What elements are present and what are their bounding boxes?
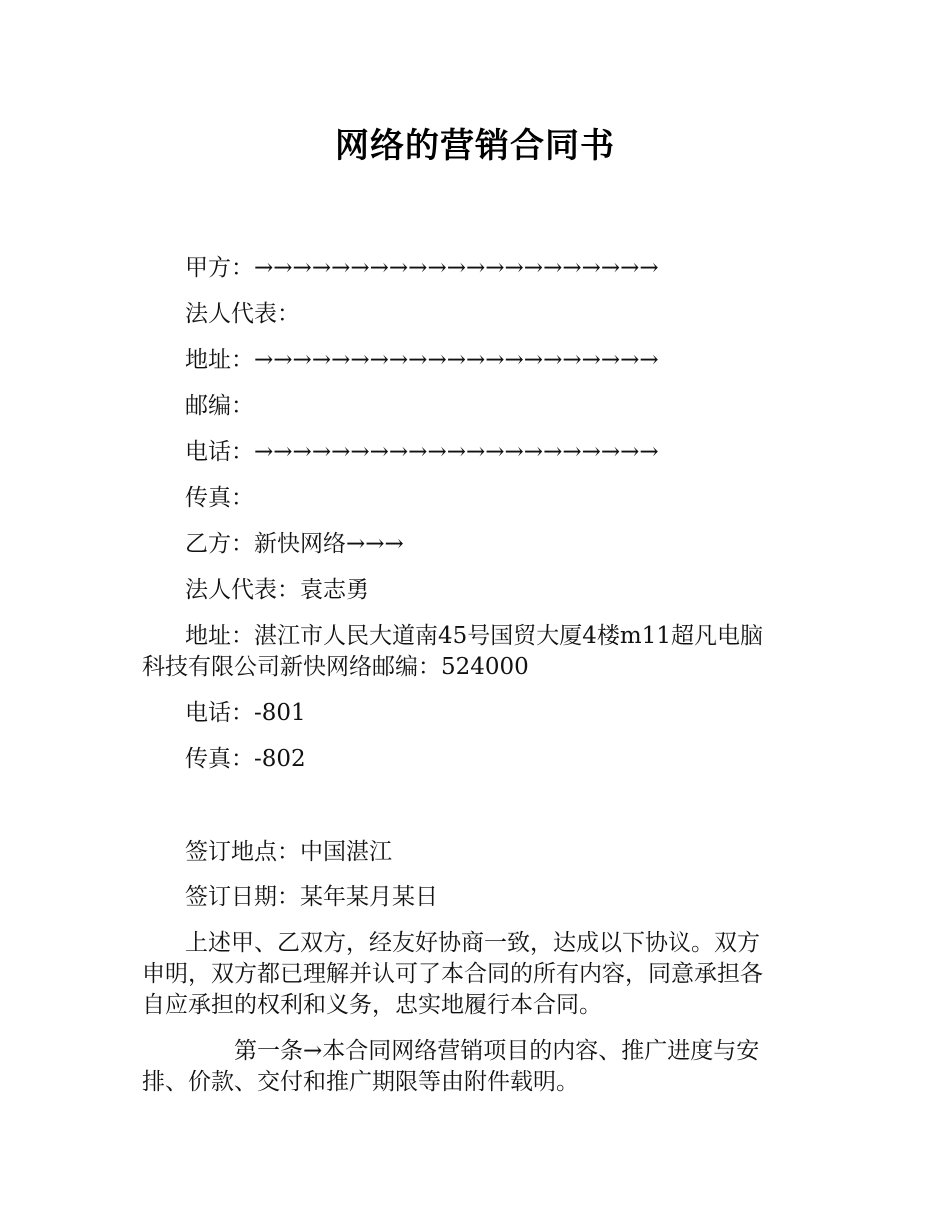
party-a-fax: 传真： bbox=[185, 485, 254, 511]
article-1-paragraph bbox=[142, 1036, 814, 1098]
party-a-postcode: 邮编： bbox=[185, 393, 254, 419]
party-b-fax: 传真：-802 bbox=[185, 746, 306, 772]
party-b-address bbox=[142, 621, 814, 683]
agreement-line2: 申明，双方都已理解并认可了本合同的所有内容，同意承担各 bbox=[142, 961, 763, 987]
party-b-address-line2: 科技有限公司新快网络邮编：524000 bbox=[142, 654, 529, 680]
page-title: 网络的营销合同书 bbox=[335, 126, 615, 166]
article-1-line1: 第一条→本合同网络营销项目的内容、推广进度与安 bbox=[234, 1038, 760, 1064]
article-1-line2: 排、价款、交付和推广期限等由附件载明。 bbox=[142, 1069, 579, 1095]
party-a-name: 甲方：→→→→→→→→→→→→→→→→→→→→→ bbox=[185, 255, 659, 281]
party-b-phone: 电话：-801 bbox=[185, 700, 306, 726]
party-a-phone: 电话：→→→→→→→→→→→→→→→→→→→→→ bbox=[185, 439, 659, 465]
agreement-paragraph bbox=[142, 928, 814, 1021]
agreement-line3: 自应承担的权利和义务，忠实地履行本合同。 bbox=[142, 992, 602, 1018]
party-a-legal-rep: 法人代表： bbox=[185, 301, 300, 327]
party-a-address: 地址：→→→→→→→→→→→→→→→→→→→→→ bbox=[185, 347, 659, 373]
signing-date: 签订日期：某年某月某日 bbox=[185, 884, 438, 910]
signing-place: 签订地点：中国湛江 bbox=[185, 839, 392, 865]
party-b-name: 乙方：新快网络→→→ bbox=[185, 531, 404, 557]
party-b-legal-rep: 法人代表：袁志勇 bbox=[185, 577, 369, 603]
party-b-address-line1: 地址：湛江市人民大道南45号国贸大厦4楼m11超凡电脑 bbox=[185, 623, 763, 649]
agreement-line1: 上述甲、乙双方，经友好协商一致，达成以下协议。双方 bbox=[185, 930, 760, 956]
